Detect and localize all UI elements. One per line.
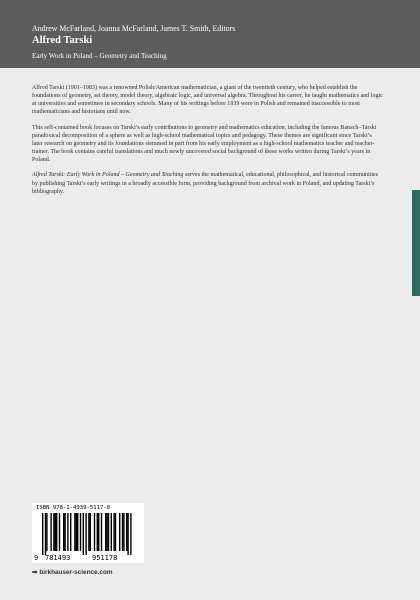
barcode-bar xyxy=(106,513,107,551)
barcode-bar xyxy=(42,513,43,555)
book-title: Alfred Tarski xyxy=(32,35,93,46)
barcode-bar xyxy=(45,513,46,555)
barcode-bar xyxy=(76,513,77,551)
barcode-bar xyxy=(101,513,102,551)
editors-line: Andrew McFarland, Joanna McFarland, James T. Smith, Editors xyxy=(32,24,236,33)
barcode-bar xyxy=(97,513,98,551)
blurb-paragraph-3-rest: serves the mathematical, educational, philosophical, and historical communities by publishing Tarski’s early writings in a broadly accessible form, providing background from archival work in Poland, and updating Tarski’s bibliography. xyxy=(32,172,379,195)
publisher-website-url: birkhauser-science.com xyxy=(39,569,113,576)
arrow-right-icon: ➡ xyxy=(32,569,38,576)
blurb-paragraph-3 xyxy=(32,171,383,195)
barcode-bar xyxy=(53,513,54,551)
isbn-barcode xyxy=(32,503,144,563)
barcode-bar xyxy=(115,513,116,551)
barcode-bar xyxy=(50,513,51,551)
barcode-digits xyxy=(32,553,144,563)
blurb-paragraph-2: This self-contained book focuses on Tarski’s early contributions to geometry and mathematics education, including the famous Banach–Tarski paradoxical decomposition of a sphere as well as high-school mathematical topics and pedagogy. These themes are significant since Tarski’s later research on geometry and its foundations stemmed in part from his early employment as a high-school mathematics teacher and teacher-trainer. The book contains careful translations and much newly uncovered social background of these works written during Tarski’s years in Poland. xyxy=(32,124,377,164)
cover-header-band xyxy=(0,0,420,68)
barcode-bar xyxy=(113,513,114,551)
spine-color-tab xyxy=(412,190,420,296)
barcode-bar xyxy=(111,513,112,551)
barcode-bar xyxy=(105,513,106,551)
barcode-bar xyxy=(56,513,57,551)
barcode-bar xyxy=(67,513,68,551)
barcode-bar xyxy=(126,513,127,551)
blurb-text xyxy=(32,84,383,203)
barcode-bar xyxy=(130,513,131,555)
blurb-paragraph-1: Alfred Tarski (1901–1983) was a renowned Polish/American mathematician, a giant of the twentieth century, who helped establish the foundations of geometry, set theory, model theory, algebraic logic, and universal algebra. Throughout his career, he taught mathematics and logic at universities and sometimes in secondary schools. Many of his writings before 1939 were in Polish and remained inaccessible to most mathematicians and historians until now. xyxy=(32,85,383,116)
barcode-bar xyxy=(127,513,128,555)
barcode-left-digits: 781493 xyxy=(45,554,71,562)
barcode-bar xyxy=(122,513,123,551)
publisher-website xyxy=(32,568,113,576)
barcode-bar xyxy=(88,513,89,551)
isbn-label: ISBN 978-1-4939-5117-8 xyxy=(36,505,111,511)
barcode-bar xyxy=(70,513,71,551)
book-title-italic: Alfred Tarski: Early Work in Poland – Geometry and Teaching xyxy=(32,172,184,179)
barcode-bar xyxy=(64,513,65,551)
barcode-bar xyxy=(85,513,86,555)
barcode-right-digits: 951178 xyxy=(92,554,118,562)
barcode-bar xyxy=(74,513,75,551)
barcode-bar xyxy=(80,513,81,551)
barcode-bar xyxy=(46,513,47,551)
barcode-bar xyxy=(119,513,120,551)
barcode-bar xyxy=(94,513,95,551)
barcode-bar xyxy=(98,513,99,551)
barcode-bar xyxy=(59,513,60,551)
barcode-bar xyxy=(108,513,109,551)
barcode-bar xyxy=(63,513,64,551)
barcode-bar xyxy=(77,513,78,551)
barcode-bar xyxy=(83,513,84,555)
barcode-bar xyxy=(55,513,56,551)
barcode-lead-digit: 9 xyxy=(34,554,39,562)
book-subtitle: Early Work in Poland – Geometry and Teaching xyxy=(32,52,167,60)
barcode-bar xyxy=(90,513,91,551)
barcode-bar xyxy=(123,513,124,551)
